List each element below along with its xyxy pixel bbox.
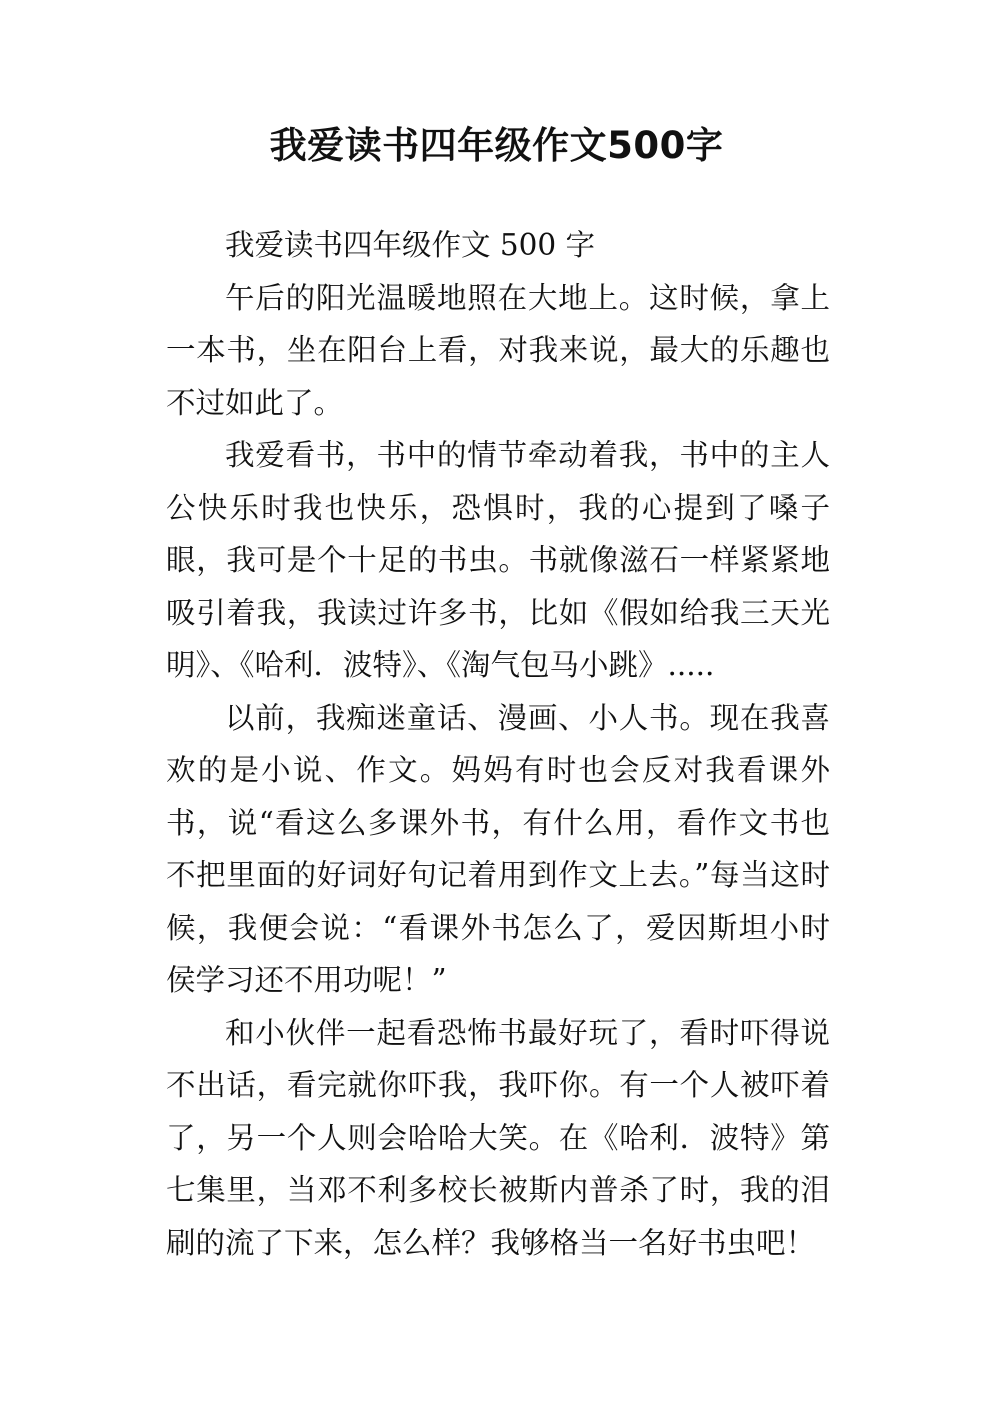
paragraph: 午后的阳光温暖地照在大地上。这时候，拿上一本书，坐在阳台上看，对我来说，最大的乐趣也不过如此了。	[166, 280, 830, 420]
paragraph: 以前，我痴迷童话、漫画、小人书。现在我喜欢的是小说、作文。妈妈有时也会反对我看课外书，说“看这么多课外书，有什么用，看作文书也不把里面的好词好句记着用到作文上去。”每当这时候，我便会说：“看课外书怎么了，爱因斯坦小时侯学习还不用功呢！”	[166, 700, 830, 997]
document-body	[166, 219, 830, 1269]
paragraph: 和小伙伴一起看恐怖书最好玩了，看时吓得说不出话，看完就你吓我，我吓你。有一个人被吓着了，另一个人则会哈哈大笑。在《哈利．波特》第七集里，当邓不利多校长被斯内普杀了时，我的泪刷的流了下来，怎么样？我够格当一名好书虫吧！	[166, 1015, 830, 1260]
paragraph-subtitle: 我爱读书四年级作文 500 字	[225, 228, 596, 262]
document-title: 我爱读书四年级作文500字	[269, 124, 724, 167]
paragraph: 我爱看书，书中的情节牵动着我，书中的主人公快乐时我也快乐，恐惧时，我的心提到了嗓子眼，我可是个十足的书虫。书就像滋石一样紧紧地吸引着我，我读过许多书，比如《假如给我三天光明》、《哈利．波特》、《淘气包马小跳》.....	[166, 438, 830, 682]
